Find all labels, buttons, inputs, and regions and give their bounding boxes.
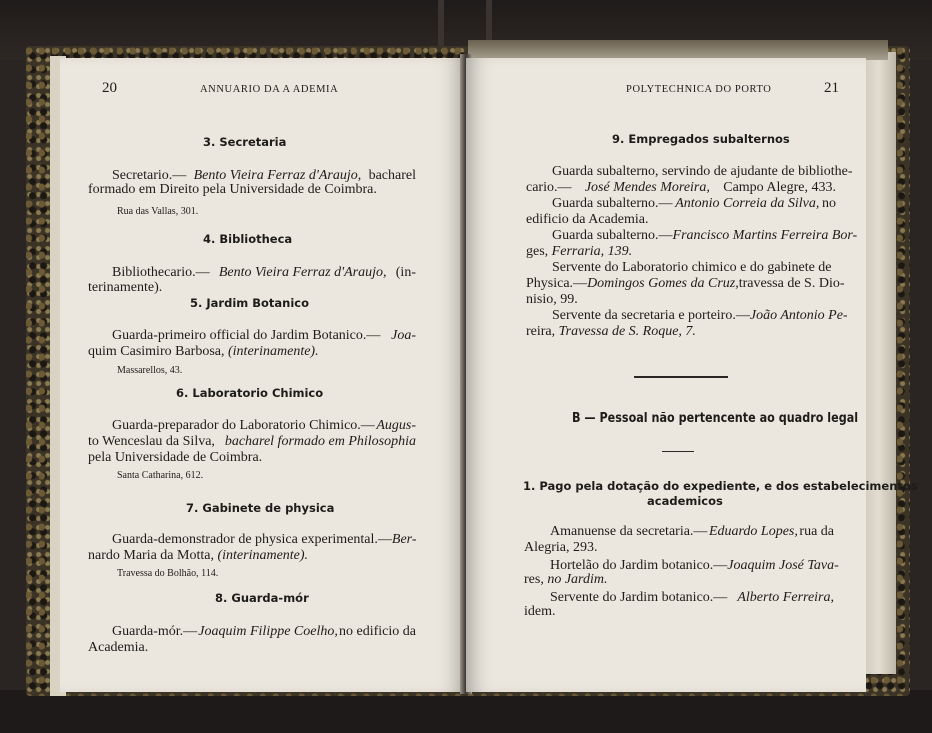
text-line [552,196,836,212]
line-segment: Guarda-primeiro official do Jardim Botanico.— [112,328,381,343]
line-segment: rua da [799,524,834,539]
line-segment: Alegria, 293. [524,540,598,555]
person-name: Augus- [376,418,416,433]
right-page-edges [862,52,896,674]
text-line [88,640,148,656]
running-head: ANNUARIO DA A ADEMIA [200,84,339,95]
line-segment: cario.— [526,180,572,195]
section-heading: 4. Bibliotheca [203,232,293,246]
line-segment: Campo Alegre, 433. [723,180,836,195]
person-name: bacharel formado em Philosophia [224,434,416,449]
line-segment: travessa de S. Dio- [738,276,845,291]
text-line [112,624,416,640]
text-line [526,180,836,196]
person-name: Joaquim José Tava- [727,558,839,573]
person-name: no Jardim. [543,572,608,587]
line-segment: no edificio da [339,624,416,639]
person-name: Ferraria, 139. [548,244,633,259]
text-line [552,260,836,276]
address: Rua das Vallas, 301. [117,206,199,217]
person-name: João Antonio Pe- [749,308,848,323]
text-line [88,450,262,466]
line-segment: Servente da secretaria e porteiro.— [552,308,750,323]
text-line [88,434,416,450]
top-page-edges [468,40,888,60]
text-line [526,276,845,292]
person-name: Alberto Ferreira, [737,590,834,605]
line-segment: Guarda-demonstrador de physica experimental.— [112,532,392,547]
line-segment: pela Universidade de Coimbra. [88,450,263,465]
person-name: (interinamente). [213,548,309,563]
line-segment: Servente do Jardim botanico.— [550,590,728,605]
section-heading: 3. Secretaria [203,135,287,149]
background-bottom [0,690,932,733]
text-line [88,182,377,198]
line-segment: Guarda-mór.— [112,624,198,639]
text-line [88,548,308,564]
text-line [524,540,597,556]
text-line [112,418,416,434]
address: Massarellos, 43. [117,365,183,376]
person-name: Domingos Gomes da Cruz, [587,276,739,291]
line-segment: Secretario.— [112,168,187,183]
right-page [466,58,918,692]
line-segment: res, [524,572,544,587]
address: Santa Catharina, 612. [117,470,204,481]
line-segment: ges, [526,244,549,259]
page-number: 20 [102,80,117,96]
line-segment: no [822,196,836,211]
person-name: (interinamente). [224,344,319,359]
line-segment: quim Casimiro Barbosa, [88,344,225,359]
text-line [550,524,834,540]
text-line [88,280,162,296]
text-line [526,292,578,308]
line-segment: (in- [395,265,416,280]
line-segment: Servente do Laboratorio chimico e do gabinete de [552,260,832,275]
person-name: Travessa de S. Roque, 7. [555,324,696,339]
text-line [112,532,416,548]
person-name: José Mendes Moreira, [584,180,710,195]
line-segment: Hortelão do Jardim botanico.— [550,558,728,573]
left-page [60,58,464,692]
running-head: POLYTECHNICA DO PORTO [626,84,772,95]
line-segment: Guarda-preparador do Laboratorio Chimico.— [112,418,375,433]
line-segment: edificio da Academia. [526,212,649,227]
line-segment: Physica.— [526,276,588,291]
line-segment: Bibliothecario.— [112,265,210,280]
text-line [526,244,632,260]
line-segment: reira, [526,324,556,339]
text-line [524,604,556,620]
line-segment: nardo Maria da Motta, [88,548,214,563]
person-name: Joaquim Filippe Coelho, [198,624,338,639]
person-name: Eduardo Lopes, [708,524,798,539]
line-segment: idem. [524,604,556,619]
part-heading: B — Pessoal não pertencente ao quadro legal [572,411,859,426]
text-line [88,344,319,360]
text-line [552,164,853,180]
section-heading: academicos [647,494,723,508]
section-rule [634,376,728,378]
person-name: Bento Vieira Ferraz d'Araujo, [193,168,362,183]
section-heading: 1. Pago pela dotação do expediente, e dos estabelecimentos [523,479,918,493]
text-line [112,328,416,344]
line-segment: Academia. [88,640,149,655]
person-name: Bento Vieira Ferraz d'Araujo, [218,265,387,280]
line-segment: Guarda subalterno, servindo de ajudante de bibliothe- [552,164,853,179]
section-heading: 8. Guarda-mór [215,591,309,605]
text-line [552,308,848,324]
text-line [524,572,607,588]
page-number: 21 [824,80,839,96]
section-heading: 9. Empregados subalternos [612,132,790,146]
text-line [526,324,696,340]
line-segment: Guarda subalterno.— [552,196,673,211]
line-segment: Amanuense da secretaria.— [550,524,708,539]
text-line [552,228,858,244]
address: Travessa do Bolhão, 114. [117,568,219,579]
line-segment: Guarda subalterno.— [552,228,673,243]
line-segment: to Wenceslau da Silva, [88,434,215,449]
text-line [550,590,834,606]
text-line [112,265,416,281]
person-name: Joa- [391,328,416,343]
person-name: Antonio Correia da Silva, [675,196,820,211]
section-heading: 5. Jardim Botanico [190,296,310,310]
line-segment: terinamente). [88,280,163,295]
person-name: Ber- [391,532,417,547]
heading-rule [662,451,694,452]
line-segment: nisio, 99. [526,292,578,307]
section-heading: 7. Gabinete de physica [186,501,335,515]
section-heading: 6. Laboratorio Chimico [176,386,324,400]
text-line [526,212,648,228]
person-name: Francisco Martins Ferreira Bor- [672,228,858,243]
line-segment: formado em Direito pela Universidade de Coimbra. [88,182,377,197]
line-segment: bacharel [368,168,416,183]
